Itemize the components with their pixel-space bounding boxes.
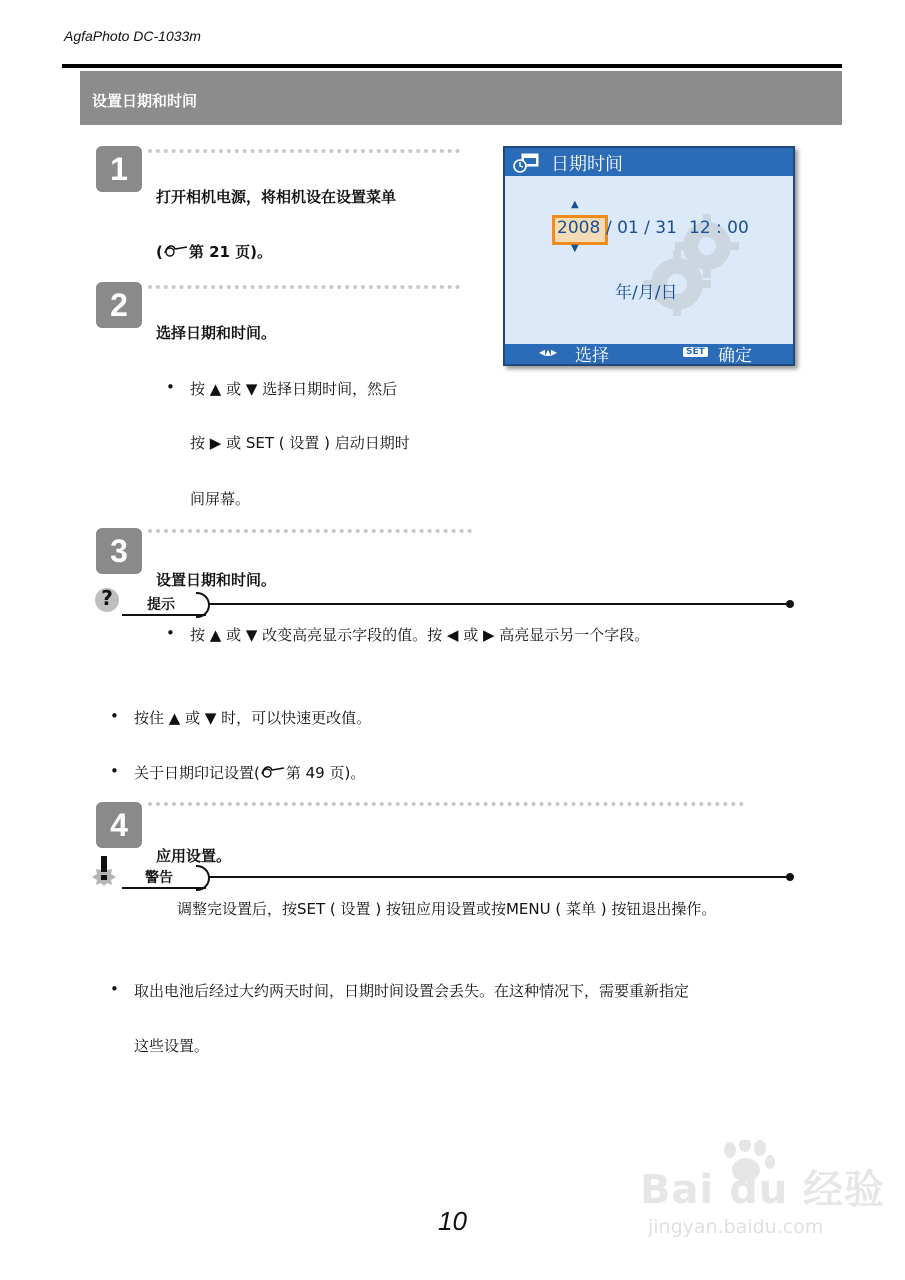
watermark-url: jingyan.baidu.com — [648, 1216, 824, 1238]
warning-exclamation-icon — [90, 856, 118, 890]
step-3-bullet-marker: • — [166, 624, 175, 642]
warning-bullet-line-2: 这些设置。 — [134, 1037, 210, 1055]
step-3-number: 3 — [96, 528, 142, 574]
document-model-name: AgfaPhoto DC-1033m — [64, 28, 201, 44]
tip-label: 提示 — [147, 597, 175, 613]
watermark-logo: Bai du 经验 — [640, 1167, 886, 1213]
tip-label-bracket — [196, 592, 210, 618]
lcd-month-day: / 01 / 31 — [606, 218, 677, 238]
step-2-bullet-line-3: 间屏幕。 — [190, 490, 251, 508]
lcd-header-bar — [505, 148, 793, 176]
question-mark-glyph: ? — [101, 586, 113, 610]
lcd-confirm-label: 确定 — [718, 346, 752, 366]
warning-divider-end-dot — [786, 873, 794, 881]
step-1-ref-page: 第 21 页)。 — [188, 243, 273, 261]
step-1-text: 打开相机电源，将相机设在设置菜单 — [156, 188, 397, 206]
lcd-set-badge: SET — [683, 347, 708, 357]
step-1-number: 1 — [96, 146, 142, 192]
calendar-clock-icon — [513, 152, 541, 178]
warning-label: 警告 — [145, 870, 173, 886]
left-right-arrows-icon: ◂▴▸ — [539, 345, 558, 359]
page-ref-icon — [163, 243, 189, 263]
tip-label-underline — [122, 614, 206, 616]
warning-bullet-line-1: 取出电池后经过大约两天时间，日期时间设置会丢失。在这种情况下，需要重新指定 — [134, 982, 690, 1000]
lcd-footer-bar — [505, 344, 793, 364]
lcd-date-format: 年/月/日 — [615, 283, 678, 303]
tip-bullet-marker-1: • — [110, 707, 119, 725]
up-arrow-icon: ▲ — [571, 199, 579, 210]
header-rule — [62, 64, 842, 68]
page-number: 10 — [438, 1206, 467, 1236]
lcd-select-label: 选择 — [575, 346, 609, 366]
tip-item-1: 按住 ▲ 或 ▼ 时，可以快速更改值。 — [134, 709, 372, 727]
step-1-divider — [148, 149, 460, 153]
camera-lcd-screen — [503, 146, 795, 366]
step-2-bullet-marker: • — [166, 378, 175, 396]
warning-label-bracket — [196, 865, 210, 891]
step-1-page-ref — [156, 241, 272, 263]
step-3-bullet-text: 按 ▲ 或 ▼ 改变高亮显示字段的值。按 ◀ 或 ▶ 高亮显示另一个字段。 — [190, 626, 650, 644]
tip-divider-line — [208, 603, 790, 605]
section-title: 设置日期和时间 — [92, 92, 198, 110]
step-2-divider — [148, 285, 460, 289]
warning-text: 调整完设置后，按SET ( 设置 ) 按钮应用设置或按MENU ( 菜单 ) 按钮退出操作。 — [177, 900, 717, 918]
warning-label-underline — [122, 887, 206, 889]
step-4-divider — [148, 802, 744, 806]
step-1-ref-open: ( — [156, 243, 163, 261]
lcd-time: 12 : 00 — [689, 218, 749, 238]
tip-ref-page: 第 49 页)。 — [285, 764, 366, 782]
page-ref-icon — [260, 764, 286, 784]
tip-divider-end-dot — [786, 600, 794, 608]
step-2-text: 选择日期和时间。 — [156, 324, 277, 342]
lcd-year: 2008 — [557, 218, 601, 238]
step-2-bullet-line-2: 按 ▶ 或 SET ( 设置 ) 启动日期时 — [190, 434, 410, 452]
tip-ref-prefix: 关于日期印记设置( — [134, 764, 260, 782]
tip-bullet-marker-2: • — [110, 762, 119, 780]
step-2-bullet-line-1: 按 ▲ 或 ▼ 选择日期时间，然后 — [190, 380, 398, 398]
step-3-divider — [148, 529, 472, 533]
down-arrow-icon: ▼ — [571, 243, 579, 254]
step-4-text: 应用设置。 — [156, 847, 232, 865]
step-4-number: 4 — [96, 802, 142, 848]
step-2-number: 2 — [96, 282, 142, 328]
lcd-title: 日期时间 — [551, 154, 623, 175]
tip-item-2 — [134, 762, 365, 784]
step-3-text: 设置日期和时间。 — [156, 571, 277, 589]
tip-question-icon — [95, 588, 119, 612]
warning-divider-line — [208, 876, 790, 878]
warning-bullet-marker: • — [110, 980, 119, 998]
